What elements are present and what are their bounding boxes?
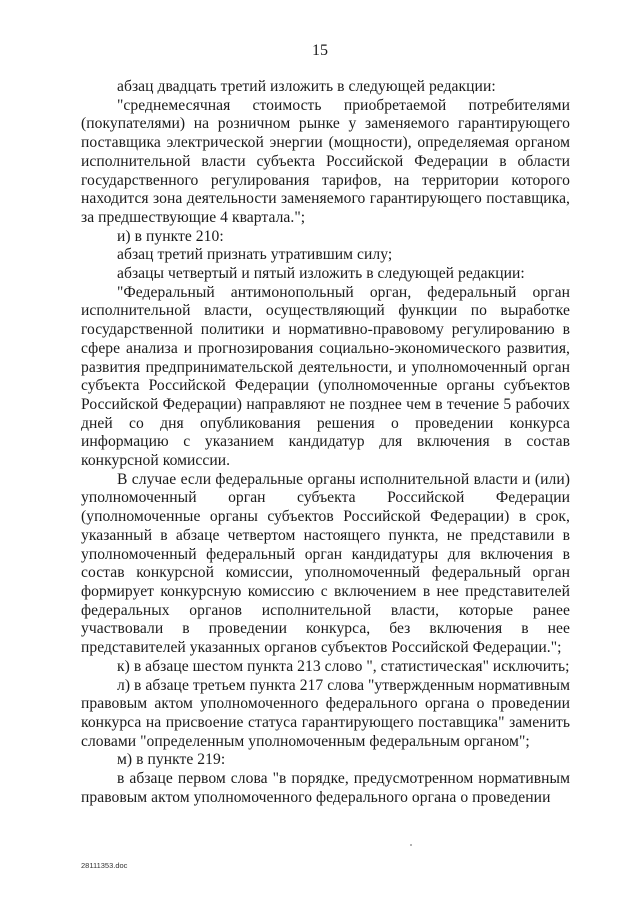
paragraph-10: м) в пункте 219:	[117, 751, 226, 769]
paragraph-2: "среднемесячная стоимость приобретаемой потребителями (покупателями) на розничном рынке у заменяемого гарантирующего поставщика электрической энергии (мощности), определяемая органом исполнительной власти субъекта Российской Федерации в области государственного регулирования тарифов, на территории которого находится зона деятельности заменяемого гарантирующего поставщика, за предшествующие 4 квартала.";	[81, 96, 570, 226]
document-body	[81, 78, 570, 807]
page-number: 15	[312, 42, 328, 59]
paragraph-3: и) в пункте 210:	[117, 227, 224, 245]
paragraph-9: л) в абзаце третьем пункта 217 слова "утвержденным нормативным правовым актом уполномоченного федерального органа о проведении конкурса на присвоение статуса гарантирующего поставщика" заменить словами "определенным уполномоченным федеральным органом";	[81, 676, 570, 750]
paragraph-5: абзацы четвертый и пятый изложить в следующей редакции:	[117, 265, 525, 283]
paragraph-7: В случае если федеральные органы исполнительной власти и (или) уполномоченный орган субъекта Российской Федерации (уполномоченные органы субъектов Российской Федерации) в срок, указанный в абзаце четвертом настоящего пункта, не представили в уполномоченный федеральный орган кандидатуры для включения в состав конкурсной комиссии, уполномоченный федеральный орган формирует конкурсную комиссию с включением в нее представителей федеральных органов исполнительной власти, которые ранее участвовали в проведении конкурса, без включения в нее представителей указанных органов субъектов Российской Федерации.";	[81, 470, 570, 657]
paragraph-6: "Федеральный антимонопольный орган, федеральный орган исполнительной власти, осуществляющий функции по выработке государственной политики и нормативно-правовому регулированию в сфере анализа и прогнозирования социально-экономического развития, развития предпринимательской деятельности, и уполномоченный орган субъекта Российской Федерации (уполномоченные органы субъектов Российской Федерации) направляют не позднее чем в течение 5 рабочих дней со дня опубликования решения о проведении конкурса информацию с указанием кандидатур для включения в состав конкурсной комиссии.	[81, 283, 570, 470]
paragraph-8: к) в абзаце шестом пункта 213 слово ", статистическая" исключить;	[117, 657, 570, 675]
scan-speck	[410, 844, 412, 846]
footer-file-code: 28111353.doc	[81, 861, 128, 870]
paragraph-4: абзац третий признать утратившим силу;	[117, 246, 393, 264]
paragraph-1: абзац двадцать третий изложить в следующей редакции:	[117, 78, 496, 95]
paragraph-11: в абзаце первом слова "в порядке, предусмотренном нормативным правовым актом уполномоченного федерального органа о проведении	[81, 770, 570, 806]
